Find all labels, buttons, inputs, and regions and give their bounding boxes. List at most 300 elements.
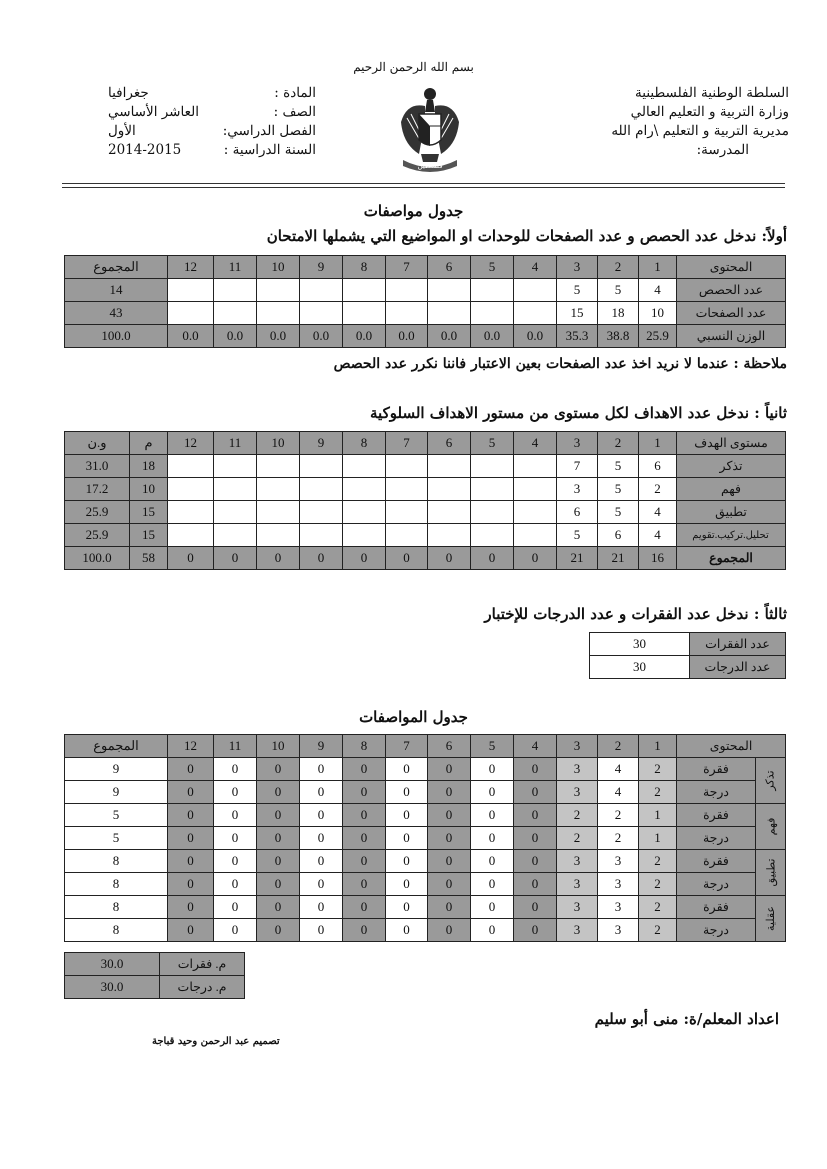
input-cell[interactable] bbox=[343, 455, 386, 478]
input-cell[interactable] bbox=[300, 279, 343, 302]
header-cell: 6 bbox=[428, 735, 471, 758]
table-row bbox=[65, 896, 786, 919]
value-cell: 0 bbox=[300, 896, 343, 919]
header-cell: المحتوى bbox=[677, 735, 786, 758]
total-cell: 8 bbox=[65, 896, 168, 919]
value-cell: 1 bbox=[639, 804, 677, 827]
table-row bbox=[65, 953, 245, 976]
input-cell[interactable]: 15 bbox=[557, 302, 598, 325]
value-cell: 0 bbox=[514, 896, 557, 919]
value-cell: 0 bbox=[386, 804, 428, 827]
value-cell: 0 bbox=[214, 804, 257, 827]
input-cell[interactable] bbox=[214, 455, 257, 478]
header-divider bbox=[62, 183, 785, 188]
input-cell[interactable]: 7 bbox=[557, 455, 598, 478]
input-cell[interactable] bbox=[300, 478, 343, 501]
input-cell[interactable]: 5 bbox=[598, 501, 639, 524]
header-cell: المجموع bbox=[65, 256, 168, 279]
value-cell: 0 bbox=[257, 758, 300, 781]
input-cell[interactable] bbox=[471, 455, 514, 478]
table-row bbox=[590, 633, 786, 656]
input-cell[interactable]: 5 bbox=[557, 524, 598, 547]
input-cell[interactable] bbox=[343, 478, 386, 501]
designer-credit: تصميم عبد الرحمن وحيد قباجة bbox=[152, 1036, 280, 1047]
input-cell[interactable] bbox=[168, 478, 214, 501]
row-label: فهم bbox=[677, 478, 786, 501]
value-cell: 0 bbox=[214, 919, 257, 942]
value-cell: 2 bbox=[639, 896, 677, 919]
input-cell[interactable] bbox=[214, 478, 257, 501]
value-cell: 0 bbox=[257, 804, 300, 827]
weight-cell: 0.0 bbox=[214, 325, 257, 348]
ministry-line: وزارة التربية و التعليم العالي bbox=[630, 104, 789, 120]
row-label: فقرة bbox=[677, 850, 756, 873]
value-cell: 0 bbox=[168, 873, 214, 896]
value-cell: 0 bbox=[257, 827, 300, 850]
input-cell[interactable] bbox=[514, 501, 557, 524]
value-cell: 0 bbox=[257, 873, 300, 896]
value-cell: 3 bbox=[557, 781, 598, 804]
input-cell[interactable] bbox=[214, 501, 257, 524]
header-cell: 11 bbox=[214, 432, 257, 455]
header-cell: 8 bbox=[343, 256, 386, 279]
value-cell: 0 bbox=[386, 781, 428, 804]
value-cell: 0 bbox=[214, 781, 257, 804]
header-cell: 2 bbox=[598, 735, 639, 758]
input-cell[interactable]: 6 bbox=[639, 455, 677, 478]
value-cell: 0 bbox=[168, 896, 214, 919]
value-cell: 0 bbox=[428, 804, 471, 827]
header-cell: 10 bbox=[257, 256, 300, 279]
table-row bbox=[65, 302, 786, 325]
value-cell: 2 bbox=[598, 827, 639, 850]
value-cell: 0 bbox=[428, 896, 471, 919]
items-count-input[interactable]: 30 bbox=[590, 633, 690, 656]
header-cell: 3 bbox=[557, 735, 598, 758]
section1-note: ملاحظة : عندما لا نريد اخذ عدد الصفحات بعين الاعتبار فاننا نكرر عدد الحصص bbox=[333, 356, 787, 372]
row-label: الوزن النسبي bbox=[677, 325, 786, 348]
table-row bbox=[590, 656, 786, 679]
value-cell: 0 bbox=[300, 850, 343, 873]
header-cell: 9 bbox=[300, 735, 343, 758]
value-cell: 0 bbox=[214, 827, 257, 850]
value-cell: 0 bbox=[471, 919, 514, 942]
value-cell: 2 bbox=[639, 919, 677, 942]
total-cell: 8 bbox=[65, 873, 168, 896]
table-row bbox=[65, 976, 245, 999]
section2-header-row bbox=[65, 432, 786, 455]
spec-table-title: جدول المواصفات bbox=[359, 708, 468, 726]
header-cell: 7 bbox=[386, 735, 428, 758]
weight-cell: 35.3 bbox=[557, 325, 598, 348]
input-cell[interactable] bbox=[257, 478, 300, 501]
section2-table bbox=[64, 431, 786, 570]
level-label-text: تذكر bbox=[765, 770, 777, 791]
value-cell: 0 bbox=[168, 804, 214, 827]
header-cell: 10 bbox=[257, 432, 300, 455]
weight-cell: 0.0 bbox=[471, 325, 514, 348]
value-cell: 2 bbox=[639, 781, 677, 804]
input-cell[interactable] bbox=[471, 302, 514, 325]
input-cell[interactable] bbox=[257, 524, 300, 547]
header-cell: 12 bbox=[168, 432, 214, 455]
value-cell: 3 bbox=[557, 896, 598, 919]
input-cell[interactable] bbox=[257, 302, 300, 325]
row-label: درجة bbox=[677, 827, 756, 850]
input-cell[interactable] bbox=[471, 279, 514, 302]
value-cell: 0 bbox=[514, 758, 557, 781]
input-cell[interactable] bbox=[257, 501, 300, 524]
spec-summary-table bbox=[64, 952, 245, 999]
main-title: جدول مواصفات bbox=[363, 202, 464, 220]
input-cell[interactable] bbox=[386, 524, 428, 547]
row-label: درجة bbox=[677, 919, 756, 942]
header-cell: 4 bbox=[514, 256, 557, 279]
input-cell[interactable] bbox=[514, 478, 557, 501]
input-cell[interactable] bbox=[343, 501, 386, 524]
total-cell: 5 bbox=[65, 827, 168, 850]
value-cell: 0 bbox=[343, 850, 386, 873]
header-cell: 1 bbox=[639, 432, 677, 455]
year-row bbox=[108, 141, 316, 160]
input-cell[interactable]: 6 bbox=[557, 501, 598, 524]
value-cell: 4 bbox=[598, 758, 639, 781]
total-cell: 16 bbox=[639, 547, 677, 570]
section1-title: أولاً: ندخل عدد الحصص و عدد الصفحات للوحدات او المواضيع التي يشملها الامتحان bbox=[266, 227, 787, 245]
row-label: فقرة bbox=[677, 804, 756, 827]
input-cell[interactable] bbox=[300, 455, 343, 478]
row-label: م. درجات bbox=[160, 976, 245, 999]
header-cell: 12 bbox=[168, 735, 214, 758]
header-cell: 1 bbox=[639, 256, 677, 279]
row-label: درجة bbox=[677, 781, 756, 804]
header-cell: 9 bbox=[300, 256, 343, 279]
header-cell: المحتوى bbox=[677, 256, 786, 279]
marks-count-input[interactable]: 30 bbox=[590, 656, 690, 679]
header-cell: 2 bbox=[598, 256, 639, 279]
input-cell[interactable] bbox=[386, 279, 428, 302]
value-cell: 0 bbox=[343, 873, 386, 896]
value-cell: 0 bbox=[471, 758, 514, 781]
value-cell: 0 bbox=[257, 781, 300, 804]
weight-cell: 0.0 bbox=[386, 325, 428, 348]
input-cell[interactable]: 10 bbox=[639, 302, 677, 325]
value-cell: 0 bbox=[214, 850, 257, 873]
input-cell[interactable] bbox=[428, 279, 471, 302]
school-line: المدرسة: bbox=[696, 142, 749, 158]
value-cell: 0 bbox=[428, 850, 471, 873]
header-cell: 2 bbox=[598, 432, 639, 455]
header-cell: 3 bbox=[557, 432, 598, 455]
input-cell[interactable] bbox=[257, 279, 300, 302]
value-cell: 2 bbox=[639, 850, 677, 873]
emblem-caption: فلسطين bbox=[417, 162, 443, 170]
weight-cell: 25.9 bbox=[65, 524, 130, 547]
value-cell: 3 bbox=[598, 896, 639, 919]
section3-table bbox=[589, 632, 786, 679]
value-cell: 0 bbox=[428, 827, 471, 850]
weight-cell: 31.0 bbox=[65, 455, 130, 478]
value-cell: 0 bbox=[386, 919, 428, 942]
header-cell: 10 bbox=[257, 735, 300, 758]
input-cell[interactable] bbox=[168, 455, 214, 478]
value-cell: 0 bbox=[168, 919, 214, 942]
input-cell[interactable] bbox=[386, 302, 428, 325]
row-label: عدد الحصص bbox=[677, 279, 786, 302]
value-cell: 3 bbox=[557, 850, 598, 873]
input-cell[interactable] bbox=[471, 478, 514, 501]
table-row bbox=[65, 781, 786, 804]
value-cell: 0 bbox=[386, 827, 428, 850]
semester-value: الأول bbox=[108, 123, 136, 139]
subject-label: المادة : bbox=[274, 85, 316, 101]
total-cell: 21 bbox=[598, 547, 639, 570]
input-cell[interactable]: 5 bbox=[598, 478, 639, 501]
value-cell: 3 bbox=[598, 919, 639, 942]
authority-line: السلطة الوطنية الفلسطينية bbox=[635, 85, 789, 101]
row-label: عدد الصفحات bbox=[677, 302, 786, 325]
total-cell: 14 bbox=[65, 279, 168, 302]
row-label: تحليل.تركيب.تقويم bbox=[677, 524, 786, 547]
header-cell: 11 bbox=[214, 735, 257, 758]
input-cell[interactable] bbox=[168, 279, 214, 302]
input-cell[interactable] bbox=[168, 524, 214, 547]
level-label bbox=[756, 896, 786, 942]
value-cell: 0 bbox=[214, 896, 257, 919]
value-cell: 0 bbox=[514, 850, 557, 873]
value-cell: 3 bbox=[598, 873, 639, 896]
input-cell[interactable] bbox=[428, 455, 471, 478]
table-row bbox=[65, 478, 786, 501]
value-cell: 2 bbox=[598, 804, 639, 827]
subject-row bbox=[108, 84, 316, 103]
value-cell: 0 bbox=[168, 781, 214, 804]
row-label: المجموع bbox=[677, 547, 786, 570]
value-cell: 0 bbox=[471, 781, 514, 804]
total-cell: 43 bbox=[65, 302, 168, 325]
row-label: فقرة bbox=[677, 896, 756, 919]
row-label: م. فقرات bbox=[160, 953, 245, 976]
table-row bbox=[65, 850, 786, 873]
input-cell[interactable] bbox=[257, 455, 300, 478]
total-cell: 30.0 bbox=[65, 976, 160, 999]
input-cell[interactable] bbox=[471, 524, 514, 547]
level-label-text: عقلية bbox=[765, 906, 777, 931]
value-cell: 0 bbox=[471, 850, 514, 873]
row-label: عدد الدرجات bbox=[690, 656, 786, 679]
value-cell: 0 bbox=[257, 850, 300, 873]
spec-table bbox=[64, 734, 786, 942]
input-cell[interactable] bbox=[428, 501, 471, 524]
value-cell: 3 bbox=[598, 850, 639, 873]
value-cell: 0 bbox=[257, 896, 300, 919]
value-cell: 0 bbox=[428, 919, 471, 942]
value-cell: 0 bbox=[300, 804, 343, 827]
table-row bbox=[65, 758, 786, 781]
value-cell: 0 bbox=[471, 896, 514, 919]
value-cell: 0 bbox=[428, 873, 471, 896]
value-cell: 0 bbox=[386, 850, 428, 873]
value-cell: 0 bbox=[428, 758, 471, 781]
section3-title: ثالثاً : ندخل عدد الفقرات و عدد الدرجات للإختبار bbox=[484, 605, 787, 623]
input-cell[interactable]: 4 bbox=[639, 501, 677, 524]
value-cell: 4 bbox=[598, 781, 639, 804]
grade-value: العاشر الأساسي bbox=[108, 104, 199, 120]
value-cell: 0 bbox=[514, 873, 557, 896]
input-cell[interactable] bbox=[428, 524, 471, 547]
table-row bbox=[65, 279, 786, 302]
section1-header-row bbox=[65, 256, 786, 279]
input-cell[interactable] bbox=[168, 501, 214, 524]
weight-cell: 25.9 bbox=[639, 325, 677, 348]
input-cell[interactable] bbox=[343, 524, 386, 547]
weight-cell: 0.0 bbox=[257, 325, 300, 348]
header-cell: 8 bbox=[343, 735, 386, 758]
header-cell: 4 bbox=[514, 432, 557, 455]
input-cell[interactable]: 18 bbox=[598, 302, 639, 325]
input-cell[interactable] bbox=[343, 302, 386, 325]
input-cell[interactable] bbox=[168, 302, 214, 325]
value-cell: 0 bbox=[343, 758, 386, 781]
row-label: درجة bbox=[677, 873, 756, 896]
total-cell: 21 bbox=[557, 547, 598, 570]
value-cell: 3 bbox=[557, 919, 598, 942]
value-cell: 0 bbox=[428, 781, 471, 804]
total-cell: 100.0 bbox=[65, 325, 168, 348]
weight-cell: 0.0 bbox=[428, 325, 471, 348]
authority-block bbox=[611, 84, 789, 160]
section1-table bbox=[64, 255, 786, 348]
input-cell[interactable] bbox=[214, 524, 257, 547]
table-row bbox=[65, 524, 786, 547]
input-cell[interactable]: 4 bbox=[639, 524, 677, 547]
input-cell[interactable] bbox=[386, 501, 428, 524]
value-cell: 0 bbox=[386, 758, 428, 781]
header-cell: 7 bbox=[386, 432, 428, 455]
semester-label: الفصل الدراسي: bbox=[222, 123, 316, 139]
input-cell[interactable] bbox=[386, 478, 428, 501]
spec-header-row bbox=[65, 735, 786, 758]
total-cell: 0 bbox=[300, 547, 343, 570]
input-cell[interactable] bbox=[514, 455, 557, 478]
input-cell[interactable]: 3 bbox=[557, 478, 598, 501]
input-cell[interactable] bbox=[428, 478, 471, 501]
value-cell: 0 bbox=[343, 896, 386, 919]
weight-cell: 0.0 bbox=[168, 325, 214, 348]
year-value: 2014-2015 bbox=[108, 142, 182, 158]
input-cell[interactable] bbox=[214, 302, 257, 325]
input-cell[interactable] bbox=[386, 455, 428, 478]
value-cell: 0 bbox=[214, 758, 257, 781]
header-cell: 5 bbox=[471, 735, 514, 758]
subject-value: جغرافيا bbox=[108, 85, 149, 101]
value-cell: 0 bbox=[471, 804, 514, 827]
value-cell: 0 bbox=[168, 827, 214, 850]
input-cell[interactable]: 5 bbox=[557, 279, 598, 302]
section2-title: ثانياً : ندخل عدد الاهداف لكل مستوى من مستور الاهداف السلوكية bbox=[370, 404, 787, 422]
input-cell[interactable]: 4 bbox=[639, 279, 677, 302]
weight-cell: 17.2 bbox=[65, 478, 130, 501]
value-cell: 2 bbox=[557, 804, 598, 827]
eagle-emblem-icon bbox=[397, 82, 463, 174]
total-cell: 8 bbox=[65, 919, 168, 942]
input-cell[interactable]: 5 bbox=[598, 455, 639, 478]
total-cell: 100.0 bbox=[65, 547, 130, 570]
grade-label: الصف : bbox=[273, 104, 316, 120]
table-row bbox=[65, 501, 786, 524]
value-cell: 0 bbox=[300, 873, 343, 896]
header-cell: المجموع bbox=[65, 735, 168, 758]
row-label: تذكر bbox=[677, 455, 786, 478]
value-cell: 1 bbox=[639, 827, 677, 850]
input-cell[interactable] bbox=[214, 279, 257, 302]
weight-cell: 0.0 bbox=[514, 325, 557, 348]
header-cell: 8 bbox=[343, 432, 386, 455]
total-cell: 0 bbox=[168, 547, 214, 570]
input-cell[interactable]: 5 bbox=[598, 279, 639, 302]
input-cell[interactable] bbox=[514, 302, 557, 325]
value-cell: 0 bbox=[386, 896, 428, 919]
total-cell: 0 bbox=[514, 547, 557, 570]
weight-cell: 0.0 bbox=[300, 325, 343, 348]
input-cell[interactable] bbox=[428, 302, 471, 325]
value-cell: 2 bbox=[639, 873, 677, 896]
value-cell: 0 bbox=[343, 827, 386, 850]
input-cell[interactable] bbox=[514, 279, 557, 302]
value-cell: 0 bbox=[300, 781, 343, 804]
total-cell: 0 bbox=[471, 547, 514, 570]
row-label: عدد الفقرات bbox=[690, 633, 786, 656]
value-cell: 0 bbox=[514, 919, 557, 942]
value-cell: 0 bbox=[343, 781, 386, 804]
input-cell[interactable]: 2 bbox=[639, 478, 677, 501]
count-cell: 18 bbox=[130, 455, 168, 478]
weight-cell: 25.9 bbox=[65, 501, 130, 524]
value-cell: 0 bbox=[471, 827, 514, 850]
value-cell: 0 bbox=[300, 827, 343, 850]
row-label: تطبيق bbox=[677, 501, 786, 524]
total-cell: 0 bbox=[386, 547, 428, 570]
value-cell: 0 bbox=[386, 873, 428, 896]
input-cell[interactable] bbox=[343, 279, 386, 302]
input-cell[interactable] bbox=[514, 524, 557, 547]
table-row bbox=[65, 919, 786, 942]
value-cell: 0 bbox=[214, 873, 257, 896]
table-row bbox=[65, 827, 786, 850]
value-cell: 3 bbox=[557, 758, 598, 781]
value-cell: 0 bbox=[257, 919, 300, 942]
level-label-text: تطبيق bbox=[765, 858, 777, 887]
total-cell: 0 bbox=[343, 547, 386, 570]
input-cell[interactable]: 6 bbox=[598, 524, 639, 547]
input-cell[interactable] bbox=[300, 501, 343, 524]
value-cell: 0 bbox=[514, 804, 557, 827]
input-cell[interactable] bbox=[300, 302, 343, 325]
value-cell: 0 bbox=[300, 919, 343, 942]
header-cell: مستوى الهدف bbox=[677, 432, 786, 455]
total-cell: 0 bbox=[428, 547, 471, 570]
input-cell[interactable] bbox=[300, 524, 343, 547]
weight-cell: 38.8 bbox=[598, 325, 639, 348]
count-cell: 15 bbox=[130, 524, 168, 547]
grade-row bbox=[108, 103, 316, 122]
total-cell: 9 bbox=[65, 758, 168, 781]
header-cell: 5 bbox=[471, 432, 514, 455]
total-cell: 0 bbox=[214, 547, 257, 570]
total-cell: 9 bbox=[65, 781, 168, 804]
input-cell[interactable] bbox=[471, 501, 514, 524]
total-cell: 30.0 bbox=[65, 953, 160, 976]
